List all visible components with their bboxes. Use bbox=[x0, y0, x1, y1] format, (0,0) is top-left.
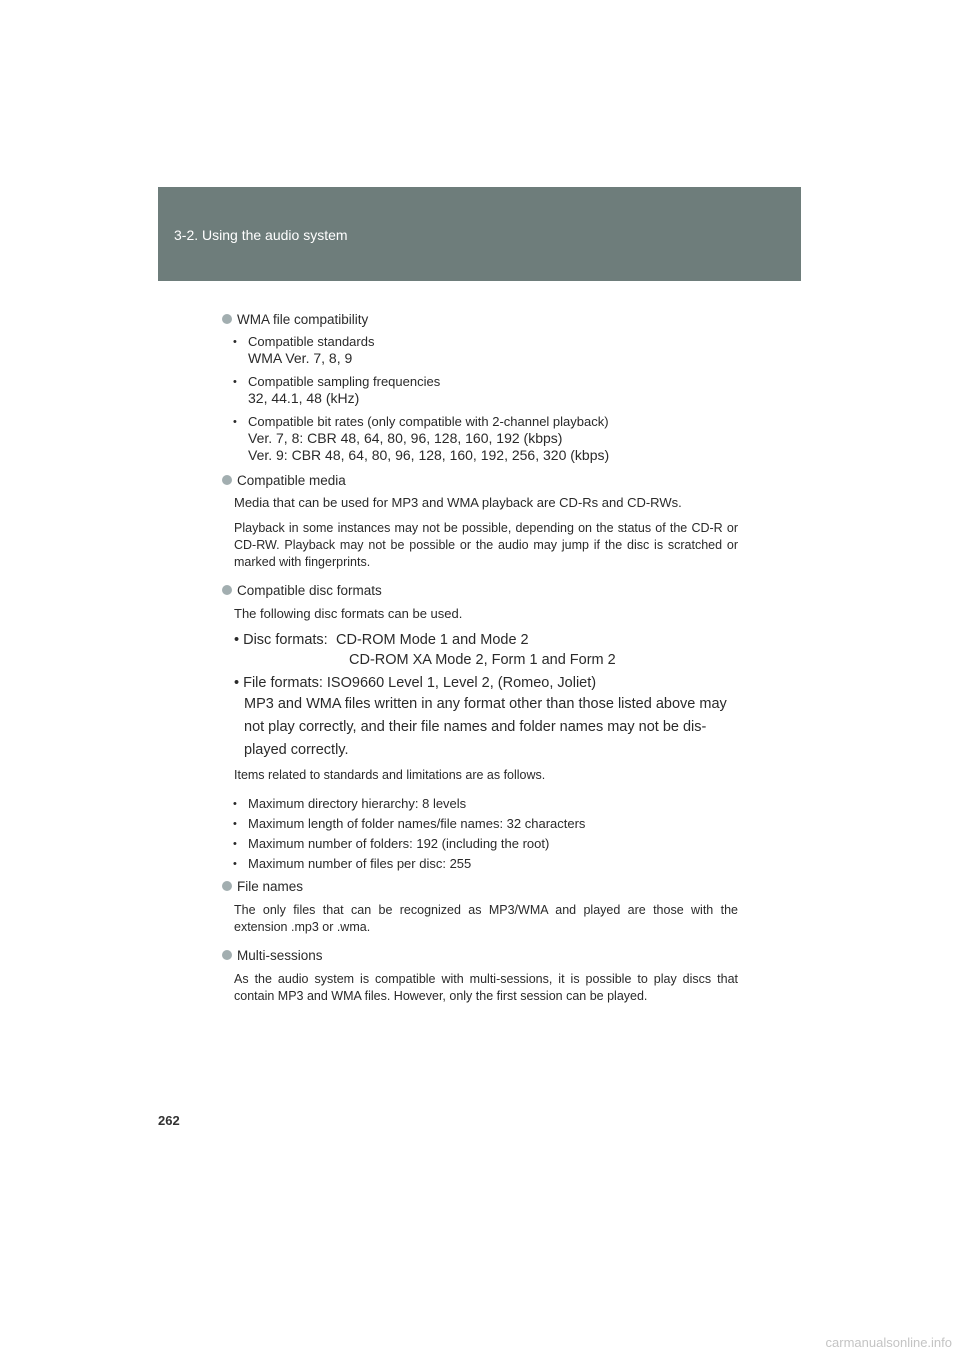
wma-compat-heading: WMA file compatibility bbox=[222, 309, 738, 329]
list-item: • Compatible standards bbox=[222, 334, 738, 350]
multi-sessions-heading: Multi-sessions bbox=[222, 945, 738, 965]
bitrate-v9: Ver. 9: CBR 48, 64, 80, 96, 128, 160, 192, 256, 320 (kbps) bbox=[248, 447, 610, 463]
bullet-dot-icon bbox=[222, 314, 232, 324]
file-formats-note: MP3 and WMA files written in any format other than those listed above may not play correctly, and their file names and folder names may not be dis-played correctly. bbox=[244, 696, 727, 758]
media-heading: Compatible media bbox=[222, 470, 738, 490]
media-paragraph: Media that can be used for MP3 and WMA playback are CD-Rs and CD-RWs. bbox=[234, 495, 682, 510]
limits-intro: Items related to standards and limitations are as follows. bbox=[234, 768, 546, 782]
page-content bbox=[222, 309, 738, 1005]
bullet-dot-icon bbox=[222, 475, 232, 485]
list-item: • Compatible sampling frequencies bbox=[222, 374, 738, 390]
list-item: • Maximum number of folders: 192 (including the root) bbox=[222, 834, 738, 854]
list-item: • Maximum number of files per disc: 255 bbox=[222, 854, 738, 874]
media-paragraph: Playback in some instances may not be possible, depending on the status of the CD-R or CD-RW. Playback may not be possible or the audio may jump if the disc is scratched or marked with fingerprints. bbox=[234, 521, 738, 569]
bitrate-v78: Ver. 7, 8: CBR 48, 64, 80, 96, 128, 160, 192 (kbps) bbox=[248, 430, 563, 446]
disc-formats: • Disc formats: CD-ROM Mode 1 and Mode 2 bbox=[234, 632, 529, 648]
bullet-dot-icon bbox=[222, 950, 232, 960]
file-formats: • File formats: ISO9660 Level 1, Level 2, (Romeo, Joliet) bbox=[234, 675, 597, 691]
file-names-heading: File names bbox=[222, 876, 738, 896]
list-item: • Maximum directory hierarchy: 8 levels bbox=[222, 794, 738, 814]
bullet-dot-icon bbox=[222, 881, 232, 891]
section-header bbox=[158, 187, 801, 281]
section-title: 3-2. Using the audio system bbox=[174, 227, 348, 243]
multi-sessions-text: As the audio system is compatible with multi-sessions, it is possible to play discs that contain MP3 and WMA files. However, only the first session can be played. bbox=[234, 972, 738, 1003]
list-item: • Maximum length of folder names/file names: 32 characters bbox=[222, 814, 738, 834]
watermark: carmanualsonline.info bbox=[825, 1335, 952, 1350]
list-item: • Compatible bit rates (only compatible with 2-channel playback) bbox=[222, 414, 738, 430]
std-value: WMA Ver. 7, 8, 9 bbox=[248, 350, 353, 366]
file-names-text: The only files that can be recognized as MP3/WMA and played are those with the extension .mp3 or .wma. bbox=[234, 903, 738, 934]
formats-intro: The following disc formats can be used. bbox=[234, 606, 463, 621]
page-number: 262 bbox=[158, 1113, 180, 1128]
bullet-dot-icon bbox=[222, 585, 232, 595]
freq-value: 32, 44.1, 48 (kHz) bbox=[248, 390, 360, 406]
formats-heading: Compatible disc formats bbox=[222, 580, 738, 600]
disc-formats-line2: CD-ROM XA Mode 2, Form 1 and Form 2 bbox=[349, 652, 616, 668]
